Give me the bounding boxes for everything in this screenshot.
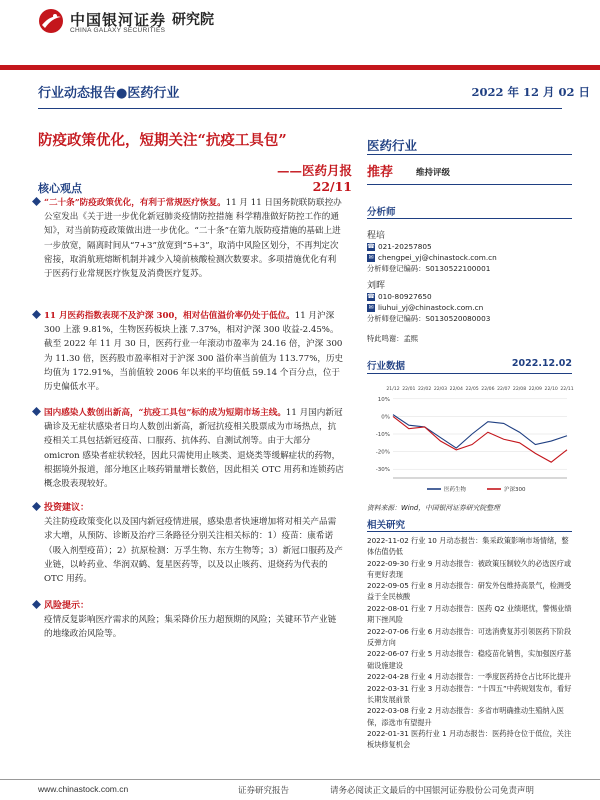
investment-advice-text: 关注防疫政策变化以及国内新冠疫情进展，感染患者快速增加将对相关产品需求大增，从预防、诊断及治疗三条路径分别关注相关标的：1）疫苗：康希诺（吸入剂型疫苗）；2）抗原检测：万孚生物、东方生物等；3）新冠口服药及产业链，以岭药业、华润双鹤、复星医药等，以及以止咳药、退烧药为代表的 OTC 用药。 (44, 517, 343, 585)
related-research-heading: 相关研究 (367, 520, 406, 531)
risk-warning-heading: 风险提示： (44, 601, 90, 611)
x-tick-label: 22/06 (481, 387, 495, 392)
analyst-2-reg: 分析师登记编码：S0130520080003 (367, 314, 491, 323)
legend-label: 医药生物 (444, 487, 467, 493)
footer-url[interactable]: www.chinastock.com.cn (38, 784, 129, 794)
rating-label: 推荐 (367, 165, 394, 180)
paragraph-infection (44, 406, 344, 491)
paragraph-policy (44, 196, 344, 281)
related-research-item[interactable]: 2022-06-07 行业 5 月动态报告：稳疫苗化销售，实加强医疗基础设施建设 (367, 649, 572, 670)
analyst-1-name: 程培 (367, 231, 386, 241)
paragraph-index (44, 309, 344, 394)
related-research-item[interactable]: 2022-11-02 行业 10 月动态报告：集采政策影响市场情绪，整体估值仍低 (367, 536, 569, 557)
y-tick-label: 0% (381, 414, 390, 421)
market-data-date: 2022.12.02 (511, 358, 572, 369)
paragraph-infection-text: 11 月国内新冠确诊及无症状感染者日均人数创出新高，新冠抗疫相关股票成为市场热点，抗疫相关工具包括新冠疫苗、口服药、抗体药、自测试剂等。由于大部分 omicron 感染者症状较轻，因此只需使用止咳类、退烧类等缓解症状的药物，根据境外报道，部分地区止咳药销量增长数倍，因此相关 OTC 用药和连锁药店概念股表现较好。 (44, 408, 344, 490)
x-tick-label: 22/09 (528, 387, 542, 392)
core-views-heading: 核心观点 (38, 182, 82, 195)
market-divider (367, 373, 572, 374)
paragraph-policy-text: 11 月 11 日国务院联防联控办公室发出《关于进一步优化新冠肺炎疫情防控措施 科学精准做好防控工作的通知》，对当前防疫政策做出进一步优化。“二十条”在第九版防疫措施的基础上进一步放宽，隔离时间从“7+3”放宽到“5+3”，取消中风险区划分，不再判定次密接，取消航班熔断机制并减少入境前核酸检测次数要求。多项措施优化有利于医药行业常规医疗恢复及消费医疗复苏。 (44, 198, 342, 280)
analyst-2-phone (367, 291, 432, 302)
rating-note: 维持评级 (416, 168, 451, 178)
analyst-1-email[interactable] (367, 252, 497, 263)
x-tick-label: 22/10 (544, 387, 558, 392)
market-data-heading: 行业数据 (367, 361, 406, 372)
sector-divider (367, 154, 572, 155)
brand-name-en: CHINA GALAXY SECURITIES (70, 27, 166, 34)
risk-warning (44, 599, 344, 642)
analyst-1-reg: 分析师登记编码：S0130522100001 (367, 264, 491, 273)
report-type: 行业动态报告●医药行业 (38, 86, 180, 101)
legend-label: 沪深300 (504, 487, 526, 493)
related-research-item[interactable]: 2022-01-31 医药行业 1 月动态报告：医药持仓位于低位，关注板块修复机会 (367, 729, 572, 750)
y-tick-label: -30% (375, 467, 390, 474)
footer-divider (0, 779, 600, 780)
bullet-icon (32, 407, 41, 416)
analyst-1-email-text: chengpei_yj@chinastock.com.cn (378, 253, 497, 262)
chart-source: 资料来源：Wind，中国银河证券研究院整理 (367, 504, 500, 512)
bullet-icon (32, 310, 41, 319)
analyst-1-phone (367, 241, 432, 252)
y-tick-label: 10% (377, 396, 390, 403)
y-tick-label: -20% (375, 449, 390, 456)
phone-icon: ☎ (367, 293, 375, 300)
brand-name: 中国银河证券 (70, 11, 167, 29)
sector-label: 医药行业 (367, 138, 418, 153)
related-research-item[interactable]: 2022-09-30 行业 9 月动态报告：被政策压制较久的必选医疗或有更好表现 (367, 558, 572, 579)
x-tick-label: 22/11 (560, 387, 574, 392)
related-research-item[interactable]: 2022-03-08 行业 2 月动态报告：多省市明确推动生殖纳入医保，添选市有望提升 (367, 706, 564, 727)
related-research-item[interactable]: 2022-07-06 行业 6 月动态报告：可选消费复苏引领医药下阶段反弹方向 (367, 626, 572, 647)
footer-center: 证券研究报告 (238, 786, 290, 796)
bullet-icon (32, 197, 41, 206)
report-date: 2022 年 12 月 02 日 (471, 85, 590, 99)
investment-advice (44, 501, 344, 586)
related-research-item[interactable]: 2022-09-05 行业 8 月动态报告：研发外包维持高景气，检测受益于全民核酸 (367, 581, 572, 602)
investment-advice-heading: 投资建议： (44, 503, 90, 513)
paragraph-infection-emphasis: 国内感染人数创出新高，“抗疫工具包”标的成为短期市场主线。 (44, 408, 286, 418)
phone-icon: ☎ (367, 243, 375, 250)
related-divider (367, 531, 572, 532)
x-tick-label: 22/03 (433, 387, 448, 392)
institute-label: 研究院 (172, 12, 214, 28)
analyst-2-phone-text: 010-80927650 (378, 292, 432, 301)
related-research-list (367, 535, 572, 751)
analyst-1-phone-text: 021-20257805 (378, 242, 432, 251)
related-research-item[interactable]: 2022-08-01 行业 7 月动态报告：医药 Q2 业绩堪忧，警惕业绩期下挫风险 (367, 604, 572, 625)
series-line-0 (393, 415, 567, 448)
x-tick-label: 22/08 (512, 387, 527, 392)
series-line-1 (393, 416, 567, 462)
x-tick-label: 22/01 (402, 387, 416, 392)
analyst-divider (367, 218, 572, 219)
risk-warning-text: 疫情反复影响医疗需求的风险；集采降价压力超预期的风险；关键环节产业链的地缘政治风险等。 (44, 615, 337, 640)
bullet-icon (32, 600, 41, 609)
x-tick-label: 21/12 (386, 387, 400, 392)
x-tick-label: 22/02 (418, 387, 432, 392)
email-icon: ✉ (368, 304, 374, 311)
bullet-icon (32, 502, 41, 511)
paragraph-index-emphasis: 11 月医药指数表现不及沪深 300，相对估值溢价率仍处于低位。 (44, 311, 295, 321)
rating-divider (367, 184, 572, 185)
analyst-2-email[interactable] (367, 302, 483, 313)
paragraph-index-text: 11 月沪深 300 上涨 9.81%，生物医药板块上涨 7.37%，相对沪深 300 收益-2.45%。截至 2022 年 11 月 30 日，医药行业一年滚动市盈率为 24.16 倍，沪深 300 为 11.30 倍，医药股市盈率相对于沪深 300 溢价率当前值为 113.77%，历史均值为 172.91%，当前值较 2006 年以来的平均值低 59.14 个百分点，位于历史偏低水平。 (44, 311, 344, 393)
x-tick-label: 22/04 (449, 387, 463, 392)
x-tick-label: 22/05 (465, 387, 479, 392)
y-tick-label: -10% (375, 432, 390, 438)
galaxy-logo-icon (38, 8, 64, 34)
report-subtitle: ——医药月报 22/11 (276, 163, 352, 194)
related-research-item[interactable]: 2022-03-31 行业 3 月动态报告：“十四五”中药规划发布，看好长期发展前景 (367, 683, 572, 704)
header-divider (38, 108, 562, 109)
paragraph-policy-emphasis: “二十条”防疫政策优化，有利于常规医疗恢复。 (44, 198, 226, 208)
header-red-bar (0, 65, 600, 70)
x-tick-label: 22/07 (497, 387, 511, 392)
report-title: 防疫政策优化，短期关注“抗疫工具包” (38, 132, 287, 149)
email-icon: ✉ (368, 254, 374, 261)
contributor-note: 特此鸣谢：孟熙 (367, 334, 419, 343)
analyst-heading: 分析师 (367, 207, 396, 218)
analyst-2-email-text: liuhui_yj@chinastock.com.cn (378, 303, 484, 312)
related-research-item[interactable]: 2022-04-28 行业 4 月动态报告：一季度医药持仓占比环比提升 (367, 672, 572, 682)
analyst-2-name: 刘晖 (367, 281, 386, 291)
footer-disclaimer: 请务必阅读正文最后的中国银河证券股份公司免责声明 (330, 786, 535, 796)
performance-chart (367, 378, 572, 496)
